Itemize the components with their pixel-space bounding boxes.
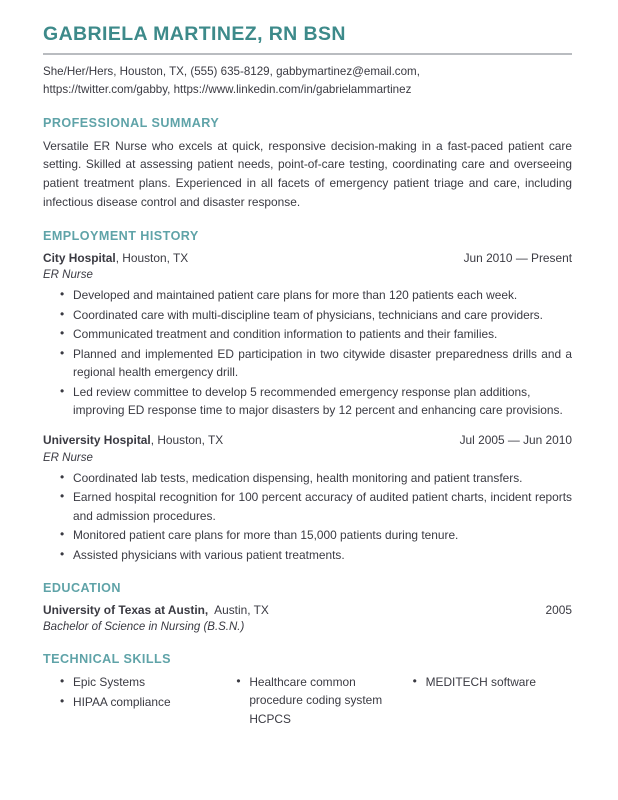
job-role: ER Nurse <box>43 451 93 464</box>
job-role: ER Nurse <box>43 269 93 282</box>
job-bullet: • Led review committee to develop 5 recommended emergency response plan additions, improving ED response time to major disasters by 12 percent and enhancing care provisions. <box>73 383 572 420</box>
contact-info <box>43 63 572 98</box>
job-dates: Jun 2010 — Present <box>463 250 572 265</box>
job-bullet-list <box>43 469 572 564</box>
job-dates: Jul 2005 — Jun 2010 <box>459 433 572 448</box>
job-header <box>43 432 572 449</box>
candidate-name: GABRIELA MARTINEZ, RN BSN <box>43 23 346 45</box>
header-divider <box>43 53 572 55</box>
job-organization: University Hospital <box>43 433 151 448</box>
contact-line-2: https://twitter.com/gabby, https://www.linkedin.com/in/gabrielammartinez <box>43 82 412 96</box>
skill-list <box>396 673 572 692</box>
skills-column <box>396 673 572 731</box>
job-location: , Houston, TX <box>115 250 189 265</box>
skill-list <box>43 673 219 712</box>
education-location: Austin, TX <box>208 603 269 618</box>
job-organization: City Hospital <box>43 250 116 265</box>
job-bullet-list <box>43 286 572 419</box>
skill-list <box>219 673 395 729</box>
education-entry-header <box>43 602 572 619</box>
job-bullet: • Assisted physicians with various patient treatments. <box>73 546 572 564</box>
job-entry <box>43 250 572 420</box>
contact-line-1: She/Her/Hers, Houston, TX, (555) 635-8129, gabbymartinez@email.com, <box>43 65 420 79</box>
job-bullet: • Monitored patient care plans for more than 15,000 patients during tenure. <box>73 526 572 544</box>
section-heading-summary: PROFESSIONAL SUMMARY <box>43 115 220 130</box>
job-bullet: • Coordinated care with multi-discipline team of physicians, technicians and care providers. <box>73 306 572 324</box>
job-bullet: • Planned and implemented ED participation in two citywide disaster preparedness drills and a regional health emergency drill. <box>73 345 572 382</box>
skills-column <box>219 673 395 731</box>
job-bullet: • Developed and maintained patient care plans for more than 120 patients each week. <box>73 286 572 304</box>
education-school: University of Texas at Austin, <box>43 603 209 618</box>
skill-item: • MEDITECH software <box>426 673 572 692</box>
job-entry <box>43 432 572 564</box>
job-title-line <box>43 250 188 267</box>
skill-item: • Epic Systems <box>73 673 219 692</box>
job-bullet: • Coordinated lab tests, medication dispensing, health monitoring and patient transfers. <box>73 469 572 487</box>
skills-columns <box>43 673 572 731</box>
education-degree: Bachelor of Science in Nursing (B.S.N.) <box>43 621 245 634</box>
skill-item: • HIPAA compliance <box>73 693 219 712</box>
job-location: , Houston, TX <box>150 433 224 448</box>
job-bullet: • Earned hospital recognition for 100 percent accuracy of audited patient charts, incident reports and admission procedures. <box>73 488 572 525</box>
skill-item: • Healthcare common procedure coding system HCPCS <box>249 673 395 729</box>
skills-column <box>43 673 219 731</box>
job-bullet: • Communicated treatment and condition information to patients and their families. <box>73 325 572 343</box>
section-heading-employment: EMPLOYMENT HISTORY <box>43 228 199 243</box>
section-heading-education: EDUCATION <box>43 581 121 596</box>
section-heading-skills: TECHNICAL SKILLS <box>43 651 172 666</box>
job-header <box>43 250 572 267</box>
education-year: 2005 <box>545 603 572 618</box>
job-title-line <box>43 432 223 449</box>
education-title-line <box>43 602 269 619</box>
summary-text: Versatile ER Nurse who excels at quick, responsive decision-making in a fast-paced patient care setting. Skilled at assessing patient needs, point-of-care testing, coordinating care and overseeing patient treatment plans. Experienced in all facets of emergency patient triage and care, including infectious disease control and disaster response. <box>43 138 572 209</box>
